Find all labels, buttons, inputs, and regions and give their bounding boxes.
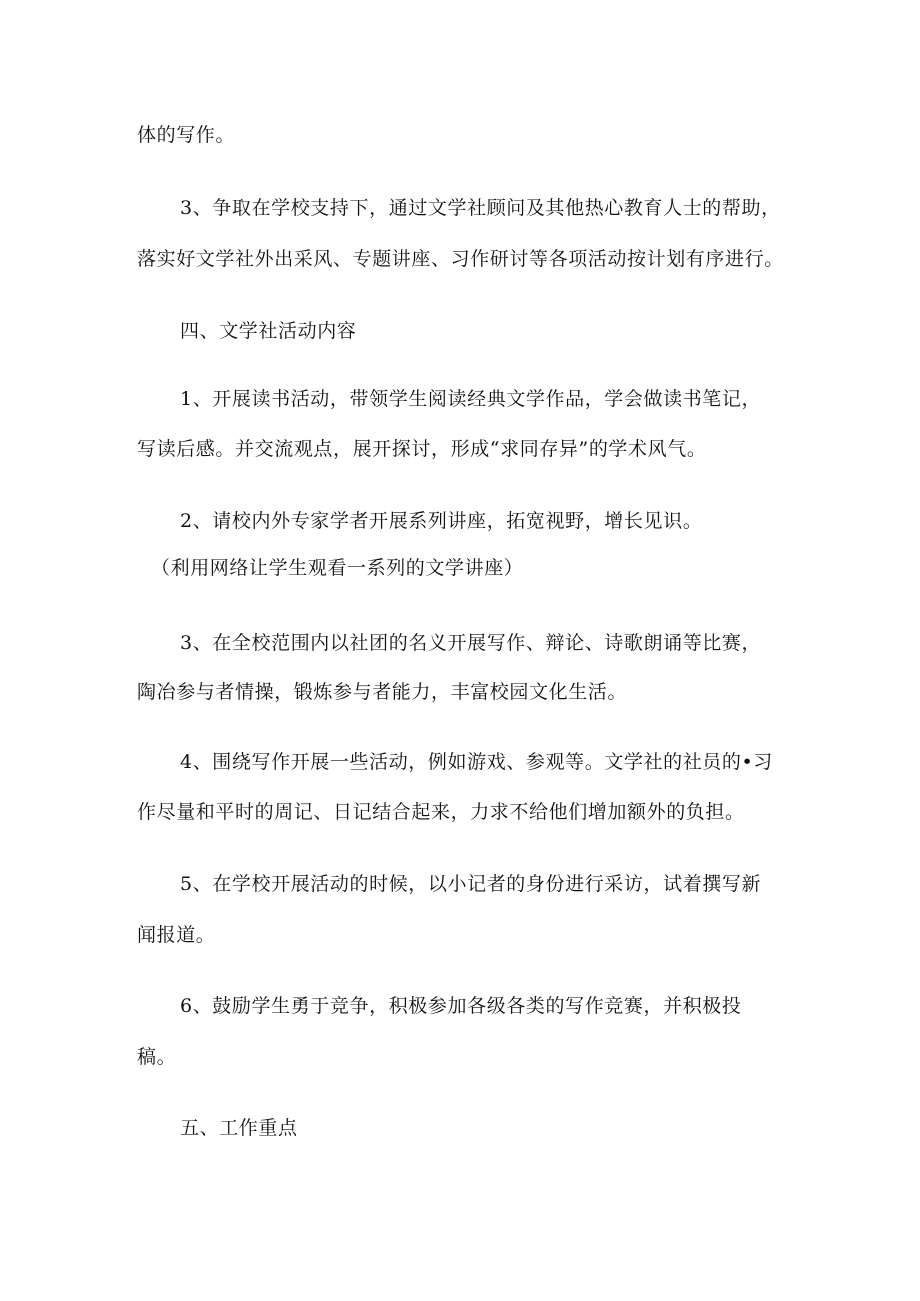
text-line: 稿。	[137, 1046, 177, 1068]
text-line: 3、在全校范围内以社团的名义开展写作、辩论、诗歌朗诵等比赛，	[180, 632, 762, 654]
text-line: 写读后感。并交流观点，展开探讨，形成“求同存异”的学术风气。	[137, 438, 707, 460]
text-line: 体的写作。	[137, 124, 236, 146]
text-line: 作尽量和平时的周记、日记结合起来，力求不给他们增加额外的负担。	[137, 801, 745, 823]
text-line: 闻报道。	[137, 924, 216, 946]
section-heading: 五、工作重点	[180, 1117, 298, 1139]
text-line: 落实好文学社外出采风、专题讲座、习作研讨等各项活动按计划有序进行。	[137, 248, 784, 270]
text-line: 陶冶参与者情操，锻炼参与者能力，丰富校园文化生活。	[137, 681, 628, 703]
text-line: 2、请校内外专家学者开展系列讲座，拓宽视野，增长见识。	[180, 510, 703, 532]
text-line: 6、鼓励学生勇于竞争，积极参加各级各类的写作竞赛，并积极投	[180, 995, 742, 1017]
text-line: 5、在学校开展活动的时候，以小记者的身份进行采访，试着撰写新	[180, 873, 762, 895]
text-line: 3、争取在学校支持下，通过文学社顾问及其他热心教育人士的帮助，	[180, 197, 781, 219]
text-line: 1、开展读书活动，带领学生阅读经典文学作品，学会做读书笔记，	[180, 388, 762, 410]
section-heading: 四、文学社活动内容	[180, 320, 357, 342]
text-line: （利用网络让学生观看一系列的文学讲座）	[151, 557, 524, 579]
text-line: 4、围绕写作开展一些活动，例如游戏、参观等。文学社的社员的•习	[180, 751, 773, 773]
